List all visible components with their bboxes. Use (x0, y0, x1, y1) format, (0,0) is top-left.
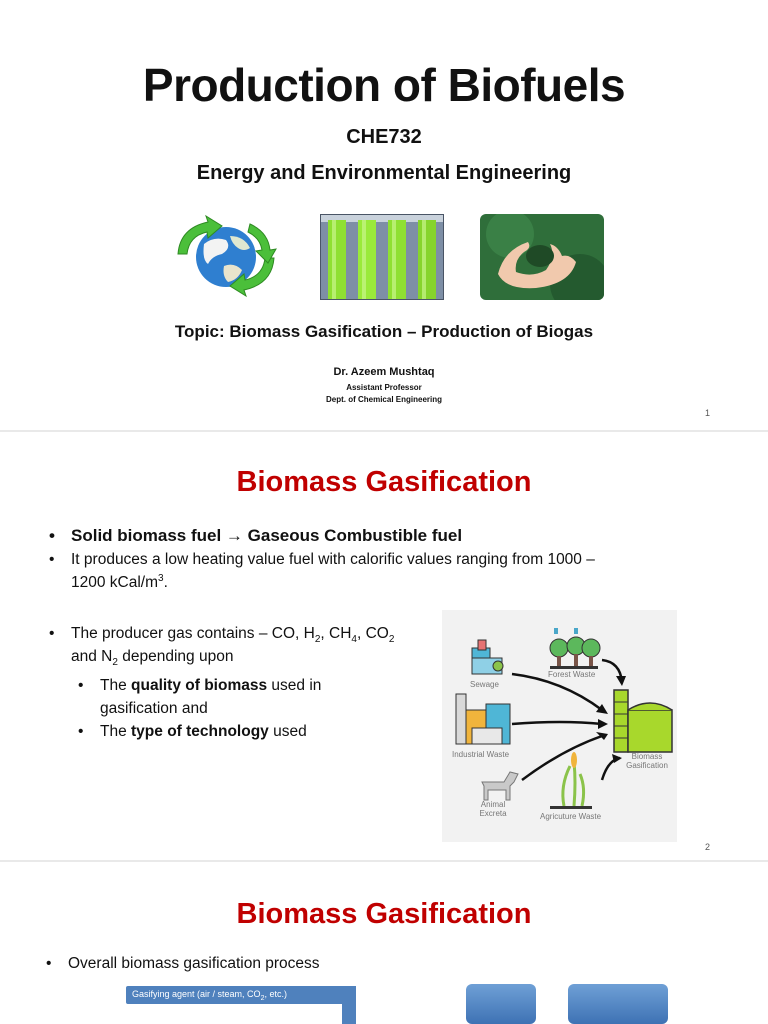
sub-bullet-quality: • The quality of biomass used in gasification and (100, 674, 400, 720)
sewage-icon (472, 640, 503, 674)
slide-1 (0, 0, 768, 430)
topic: Topic: Biomass Gasification – Production of Biogas (174, 322, 594, 341)
course-name: Energy and Environmental Engineering (196, 162, 572, 184)
biomass-sources-diagram (442, 610, 677, 842)
label-industrial-waste: Industrial Waste (452, 750, 510, 759)
bullet-producer-gas: • The producer gas contains – CO, $H_2$, $CH_4$, $CO_2$ and $N_2$ depending upon (71, 622, 431, 668)
factory-icon (456, 694, 510, 744)
label-animal-excreta: Animal Excreta (479, 800, 507, 818)
gasifier-icon (614, 690, 672, 752)
bullet-icon: • (78, 723, 84, 740)
right-arrow-icon: → (225, 526, 243, 545)
bullet-icon: • (46, 955, 52, 972)
hands-algae-image (480, 214, 604, 300)
process-box (466, 984, 536, 1024)
label-biomass-gasification: Biomass Gasification (626, 752, 668, 770)
process-box (568, 984, 668, 1024)
label-forest-waste: Forest Waste (548, 670, 596, 679)
sub-bullet-technology: • The type of technology used (100, 720, 400, 743)
label-agriculture-waste: Agricuture Waste (540, 812, 602, 821)
page-number: 1 (704, 408, 710, 418)
label-sewage: Sewage (470, 680, 499, 689)
gasifying-agent-bar: Gasifying agent (air / steam, $CO_2$, etc.) (126, 986, 356, 1004)
slide-title: Production of Biofuels (142, 59, 626, 111)
slide-title: Biomass Gasification (236, 466, 532, 498)
flow-connector (342, 986, 356, 1024)
algae-tubes-image (320, 214, 444, 300)
bullet-icon: • (49, 625, 55, 642)
crop-icon (550, 752, 592, 809)
animal-icon (482, 772, 518, 800)
bullet-overall-process: • Overall biomass gasification process (68, 952, 320, 975)
author-role: Assistant Professor (346, 383, 422, 392)
bullet-icon: • (78, 677, 84, 694)
forest-icon (550, 628, 600, 669)
author-name: Dr. Azeem Mushtaq (333, 366, 435, 378)
slide-title: Biomass Gasification (236, 898, 532, 930)
slide-2 (0, 432, 768, 860)
bullet-icon: • (49, 526, 55, 545)
recycle-globe-image (164, 214, 288, 300)
bullet-solid-to-gas: • Solid biomass fuel → Gaseous Combustible fuel (49, 526, 463, 545)
slide-3 (0, 862, 768, 1024)
bullet-heating-value: • It produces a low heating value fuel with calorific values ranging from 1000 – 1200 kCal/$m^3$. (71, 548, 691, 594)
author-department: Dept. of Chemical Engineering (325, 395, 442, 404)
course-code: CHE732 (346, 126, 422, 148)
bullet-icon: • (49, 551, 55, 568)
page-number: 2 (704, 842, 710, 852)
